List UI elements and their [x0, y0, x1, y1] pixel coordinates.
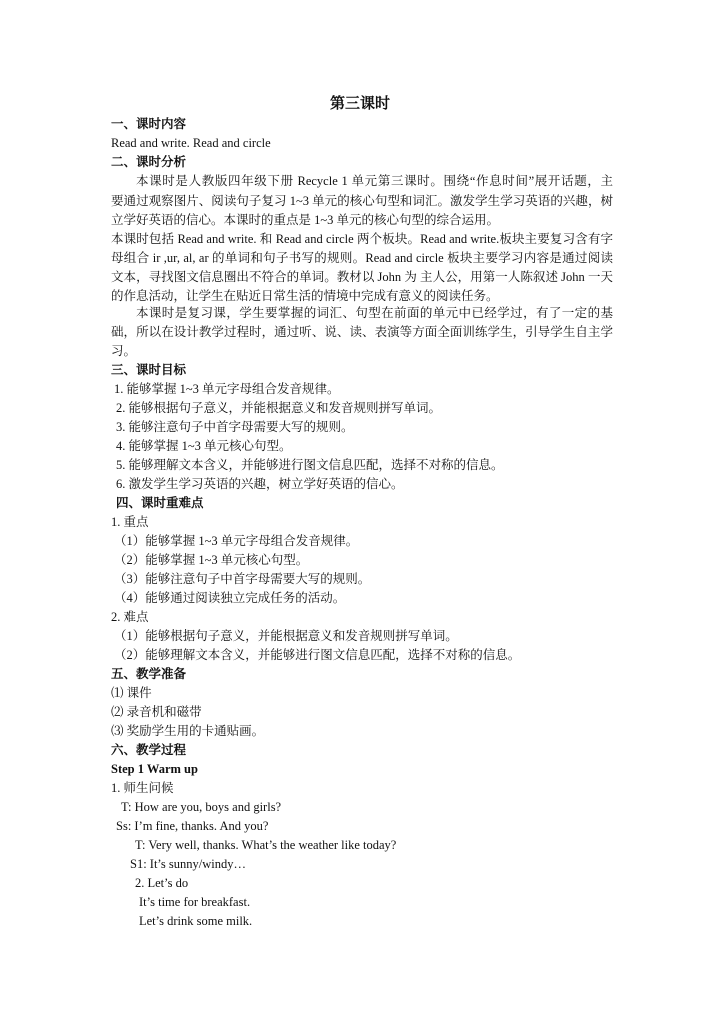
objective-item: 6. 激发学生学习英语的兴趣，树立学好英语的信心。 — [116, 477, 404, 491]
step-heading: Step 1 Warm up — [111, 762, 198, 776]
procedure-line: 1. 师生问候 — [111, 781, 174, 795]
analysis-line: 的作息活动，让学生在贴近日常生活的情境中完成有意义的阅读任务。 — [111, 289, 499, 303]
key-point-item: （4）能够通过阅读独立完成任务的活动。 — [114, 591, 346, 605]
section-heading-procedure: 六、教学过程 — [111, 743, 187, 757]
key-points-label: 1. 重点 — [111, 515, 149, 529]
section-heading-content: 一、课时内容 — [111, 117, 187, 131]
chant-line: It’s time for breakfast. — [139, 895, 251, 909]
section-heading-preparation: 五、教学准备 — [111, 667, 187, 681]
section-heading-analysis: 二、课时分析 — [111, 155, 187, 169]
analysis-line: 本课时包括 Read and write. 和 Read and circle 两个板块。Read and write.板块主要复习含有字 — [111, 232, 613, 246]
key-point-item: （3）能够注意句子中首字母需要大写的规则。 — [114, 572, 371, 586]
procedure-line: 2. Let’s do — [135, 876, 189, 890]
section-heading-objectives: 三、课时目标 — [111, 363, 187, 377]
page-title: 第三课时 — [330, 95, 391, 112]
analysis-line: 本课时是复习课，学生要掌握的词汇、句型在前面的单元中已经学过，有了一定的基 — [136, 306, 613, 320]
analysis-line: 础，所以在设计教学过程时，通过听、说、读、表演等方面全面训练学生，引导学生自主学 — [111, 325, 613, 339]
objective-item: 1. 能够掌握 1~3 单元字母组合发音规律。 — [114, 382, 340, 396]
dialogue-line: S1: It’s sunny/windy… — [130, 857, 246, 871]
difficult-point-item: （1）能够根据句子意义，并能根据意义和发音规则拼写单词。 — [114, 629, 458, 643]
difficult-points-label: 2. 难点 — [111, 610, 149, 624]
key-point-item: （1）能够掌握 1~3 单元字母组合发音规律。 — [114, 534, 359, 548]
preparation-item: ⑶ 奖励学生用的卡通贴画。 — [111, 724, 265, 738]
section-heading-key-points: 四、课时重难点 — [116, 496, 204, 510]
preparation-item: ⑵ 录音机和磁带 — [111, 705, 202, 719]
dialogue-line: Ss: I’m fine, thanks. And you? — [116, 819, 269, 833]
objective-item: 2. 能够根据句子意义，并能根据意义和发音规则拼写单词。 — [116, 401, 442, 415]
difficult-point-item: （2）能够理解文本含义，并能够进行图文信息匹配，选择不对称的信息。 — [114, 648, 521, 662]
dialogue-line: T: Very well, thanks. What’s the weather like today? — [135, 838, 397, 852]
key-point-item: （2）能够掌握 1~3 单元核心句型。 — [114, 553, 309, 567]
analysis-line: 母组合 ir ,ur, al, ar 的单词和句子书写的规则。Read and circle 板块主要学习内容是通过阅读 — [111, 251, 613, 265]
preparation-item: ⑴ 课件 — [111, 686, 152, 700]
objective-item: 3. 能够注意句子中首字母需要大写的规则。 — [116, 420, 354, 434]
analysis-line: 要通过观察图片、阅读句子复习 1~3 单元的核心句型和词汇。激发学生学习英语的兴趣，树 — [111, 194, 613, 208]
objective-item: 4. 能够掌握 1~3 单元核心句型。 — [116, 439, 292, 453]
dialogue-line: T: How are you, boys and girls? — [121, 800, 282, 814]
analysis-line: 文本，寻找图文信息圈出不符合的单词。教材以 John 为 主人公，用第一人陈叙述 John 一天 — [111, 270, 613, 284]
analysis-line: 本课时是人教版四年级下册 Recycle 1 单元第三课时。围绕“作息时间”展开话题，主 — [136, 174, 613, 188]
objective-item: 5. 能够理解文本含义，并能够进行图文信息匹配，选择不对称的信息。 — [116, 458, 504, 472]
analysis-line: 立学好英语的信心。本课时的重点是 1~3 单元的核心句型的综合运用。 — [111, 213, 500, 227]
lesson-content-text: Read and write. Read and circle — [111, 136, 271, 150]
analysis-line: 习。 — [111, 344, 137, 358]
chant-line: Let’s drink some milk. — [139, 914, 253, 928]
